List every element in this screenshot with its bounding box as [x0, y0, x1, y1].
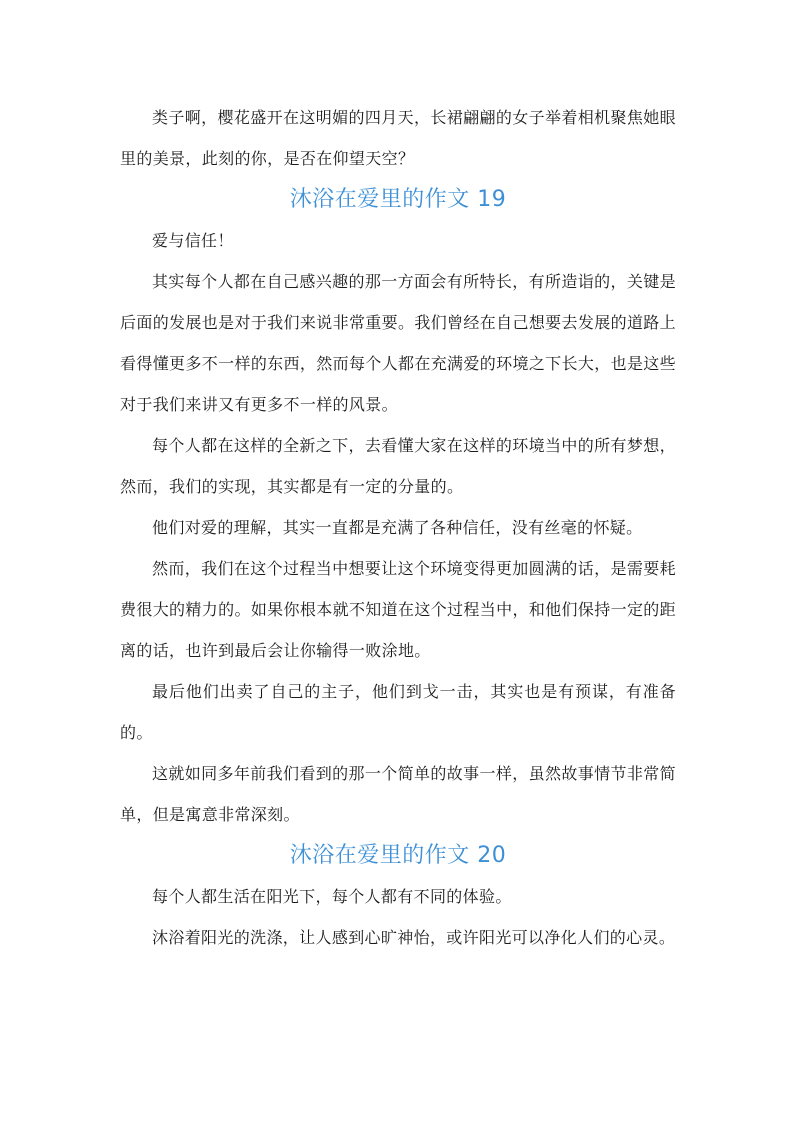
section-heading-19: 沐浴在爱里的作文 19 [289, 187, 507, 212]
paragraph: 类子啊，樱花盛开在这明媚的四月天，长裙翩翩的女子举着相机聚焦她眼里的美景，此刻的你，是否在仰望天空？ [120, 108, 676, 168]
section-heading-20: 沐浴在爱里的作文 20 [289, 843, 507, 868]
paragraph: 最后他们出卖了自己的主子，他们到戈一击，其实也是有预谋，有准备的。 [120, 682, 676, 742]
paragraph: 其实每个人都在自己感兴趣的那一方面会有所特长，有所造诣的，关键是后面的发展也是对于我们来说非常重要。我们曾经在自己想要去发展的道路上看得懂更多不一样的东西，然而每个人都在充满爱的环境之下长大，也是这些对于我们来讲又有更多不一样的风景。 [120, 272, 676, 414]
paragraph: 沐浴着阳光的洗涤，让人感到心旷神怡，或许阳光可以净化人们的心灵。 [152, 928, 676, 947]
paragraph: 每个人都生活在阳光下，每个人都有不同的体验。 [152, 887, 512, 906]
document-page [120, 97, 676, 958]
paragraph: 然而，我们在这个过程当中想要让这个环境变得更加圆满的话，是需要耗费很大的精力的。如果你根本就不知道在这个过程当中，和他们保持一定的距离的话，也许到最后会让你输得一败涂地。 [120, 559, 676, 660]
paragraph: 爱与信任！ [152, 231, 234, 250]
paragraph: 每个人都在这样的全新之下，去看懂大家在这样的环境当中的所有梦想，然而，我们的实现，其实都是有一定的分量的。 [120, 436, 676, 496]
paragraph: 这就如同多年前我们看到的那一个简单的故事一样，虽然故事情节非常简单，但是寓意非常深刻。 [120, 764, 676, 824]
paragraph: 他们对爱的理解，其实一直都是充满了各种信任，没有丝毫的怀疑。 [152, 518, 643, 537]
